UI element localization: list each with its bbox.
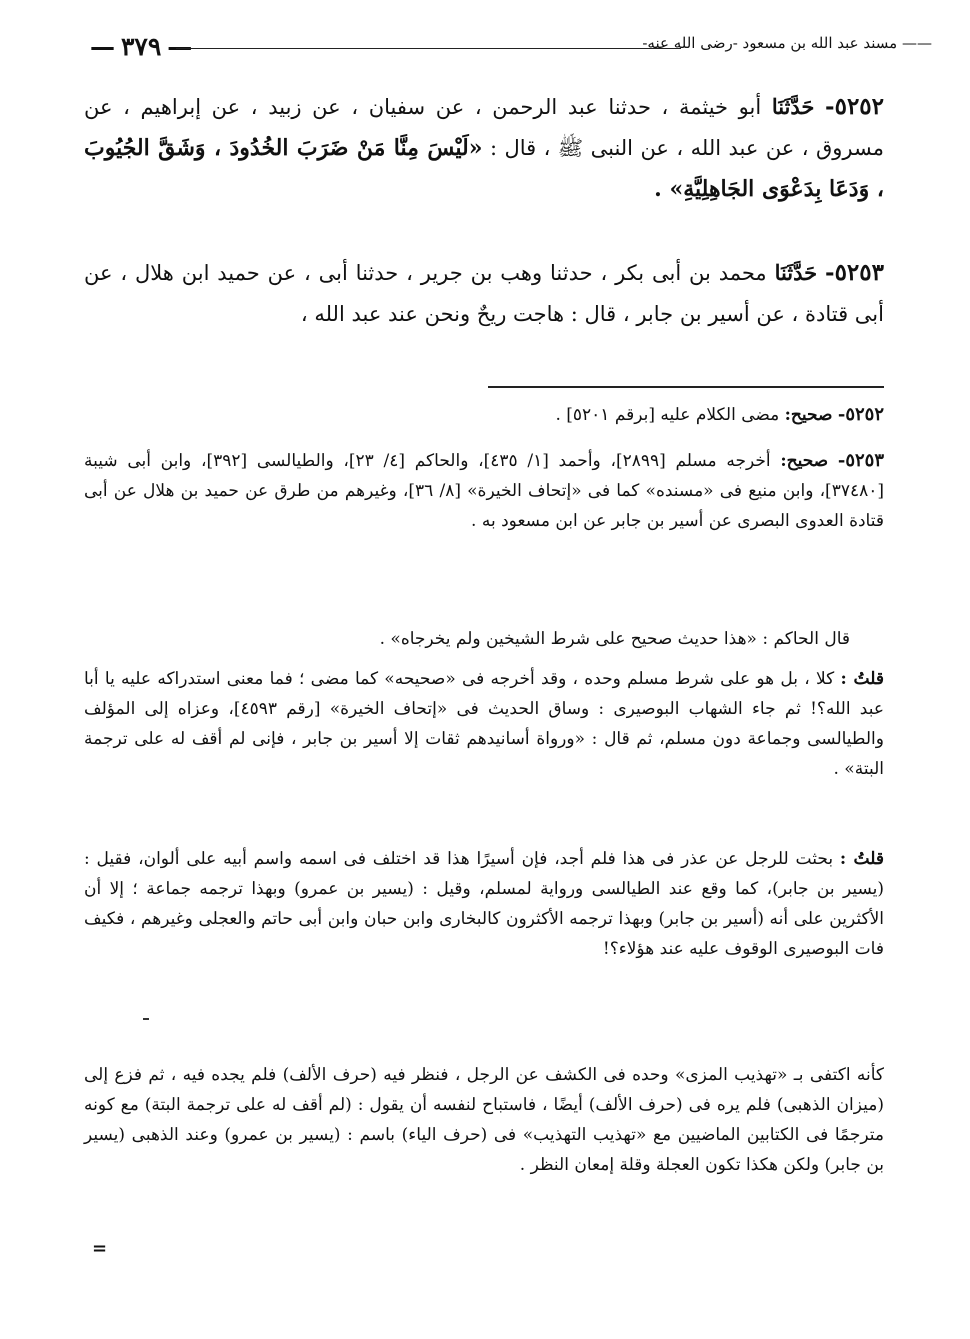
hadith-lead: حَدَّثَنَا: [771, 94, 815, 119]
hadith-number: ٥٢٥٣-: [825, 259, 884, 286]
stray-mark: [143, 1018, 149, 1020]
closing-text: كأنه اكتفى بـ «تهذيب المزى» وحده فى الكشف عن الرجل ، فنظر فيه (حرف الألف) فلم يجده فيه ، ثم فزع إلى (ميزان الذهبى) فلم يره فى (حرف الألف) أيضًا ، فاستباح لنفسه أن يقول : (لم أقف له على ترجمة البتة) مع كونه مترجمًا فى الكتابين الماضيين مع «تهذيب التهذيب» فى (حرف الياء) باسم : (يسير بن عمرو) وعند الذهبى (يسير بن جابر) ولكن هكذا تكون العجلة وقلة إمعان النظر .: [84, 1065, 884, 1175]
continuation-mark: =: [92, 1238, 108, 1259]
footnote-grade: صحيح:: [784, 405, 833, 425]
hadith-5253: [84, 252, 884, 335]
hadith-text: محمد بن أبى بكر ، حدثنا وهب بن جرير ، حدثنا أبى ، عن حميد ابن هلال ، عن أبى قتادة ، عن أسير بن جابر ، قال : هاجت ريحٌ ونحن عند عبد الله ،: [84, 261, 884, 326]
footnote-number: ٥٢٥٢-: [837, 404, 884, 425]
running-title-text: مسند عبد الله بن مسعود -رضى الله عنه-: [642, 34, 898, 52]
hadith-isnad: أبو خيثمة ، حدثنا عبد الرحمن ، عن سفيان ، عن زبيد ، عن إبراهيم ، عن مسروق ، عن عبد الله ، عن النبى ﷺ ، قال :: [84, 95, 884, 160]
header-rule: [176, 48, 681, 49]
qultu-text: كلا ، بل هو على شرط مسلم وحده ، وقد أخرجه فى «صحيحه» كما مضى ؛ فما معنى استدراكه عليه يا أبا عبد الله؟! ثم جاء الشهاب البوصيرى : وساق الحديث فى «إتحاف الخيرة» [رقم ٤٥٩٣]، وعزاه إلى المؤلف والطيالسى وجماعة دون مسلم، ثم قال : «ورواة أسانيدهم ثقات إلا أسير بن جابر ، فإنى لم أقف له على ترجمة البتة» .: [84, 669, 884, 779]
page-number: —٣٧٩—: [90, 32, 193, 61]
footnote-text: أخرجه مسلم [٢٨٩٩]، وأحمد [١/ ٤٣٥]، والحاكم [٤/ ٢٣]، والطيالسى [٣٩٢]، وابن أبى شيبة [٣٧٤٨٠]، وابن منيع فى «مسنده» كما فى «إتحاف الخيرة» [٨/ ٣٦]، وغيرهم من طرق عن حميد بن هلال عن أبى قتادة العدوى البصرى عن أسير بن جابر عن ابن مسعود به .: [84, 451, 884, 531]
hakim-quote: [84, 624, 884, 654]
footnote-text: مضى الكلام عليه [برقم ٥٢٠١] .: [555, 405, 780, 425]
hadith-matn: «لَيْسَ مِنَّا مَنْ ضَرَبَ الخُدُودَ ، وَشَقَّ الجُيُوبَ ، وَدَعَا بِدَعْوَى الجَاهِلِيَّةِ» .: [84, 135, 884, 202]
footnote-5252: [84, 400, 884, 430]
qultu-paragraph-2: [84, 844, 884, 964]
footnote-number: ٥٢٥٣-: [837, 450, 884, 471]
hadith-number: ٥٢٥٢-: [825, 93, 885, 120]
qultu-label: قلتُ :: [840, 669, 884, 689]
hadith-5252: [84, 86, 884, 210]
closing-paragraph: [84, 1060, 884, 1180]
running-title: —— مسند عبد الله بن مسعود -رضى الله عنه-: [642, 34, 932, 52]
footnote-separator: [488, 386, 884, 388]
hakim-text: قال الحاكم : «هذا حديث صحيح على شرط الشيخين ولم يخرجاه» .: [379, 629, 850, 649]
footnote-5253: [84, 446, 884, 536]
qultu-paragraph-1: [84, 664, 884, 784]
qultu-label: قلتُ :: [839, 849, 884, 869]
page-number-value: ٣٧٩: [121, 32, 162, 61]
hadith-lead: حَدَّثَنَا: [774, 260, 818, 285]
qultu-text: بحثت للرجل عن عذر فى هذا فلم أجد، فإن أسيرًا هذا قد اختلف فى اسمه واسم أبيه على ألوان، فقيل : (يسير بن جابر)، كما وقع عند الطيالسى ورواية لمسلم، وقيل : (يسير بن عمرو) وبهذا ترجمه جماعة ؛ إلا أن الأكثرين على أنه (أسير بن جابر) وبهذا ترجمه الأكثرون كالبخارى وابن حبان وابن أبى حاتم والعجلى وغيرهم ، فكيف فات البوصيرى الوقوف عليه عند هؤلاء؟!: [84, 849, 884, 959]
footnote-grade: صحيح:: [780, 451, 829, 471]
running-header: [84, 32, 932, 66]
